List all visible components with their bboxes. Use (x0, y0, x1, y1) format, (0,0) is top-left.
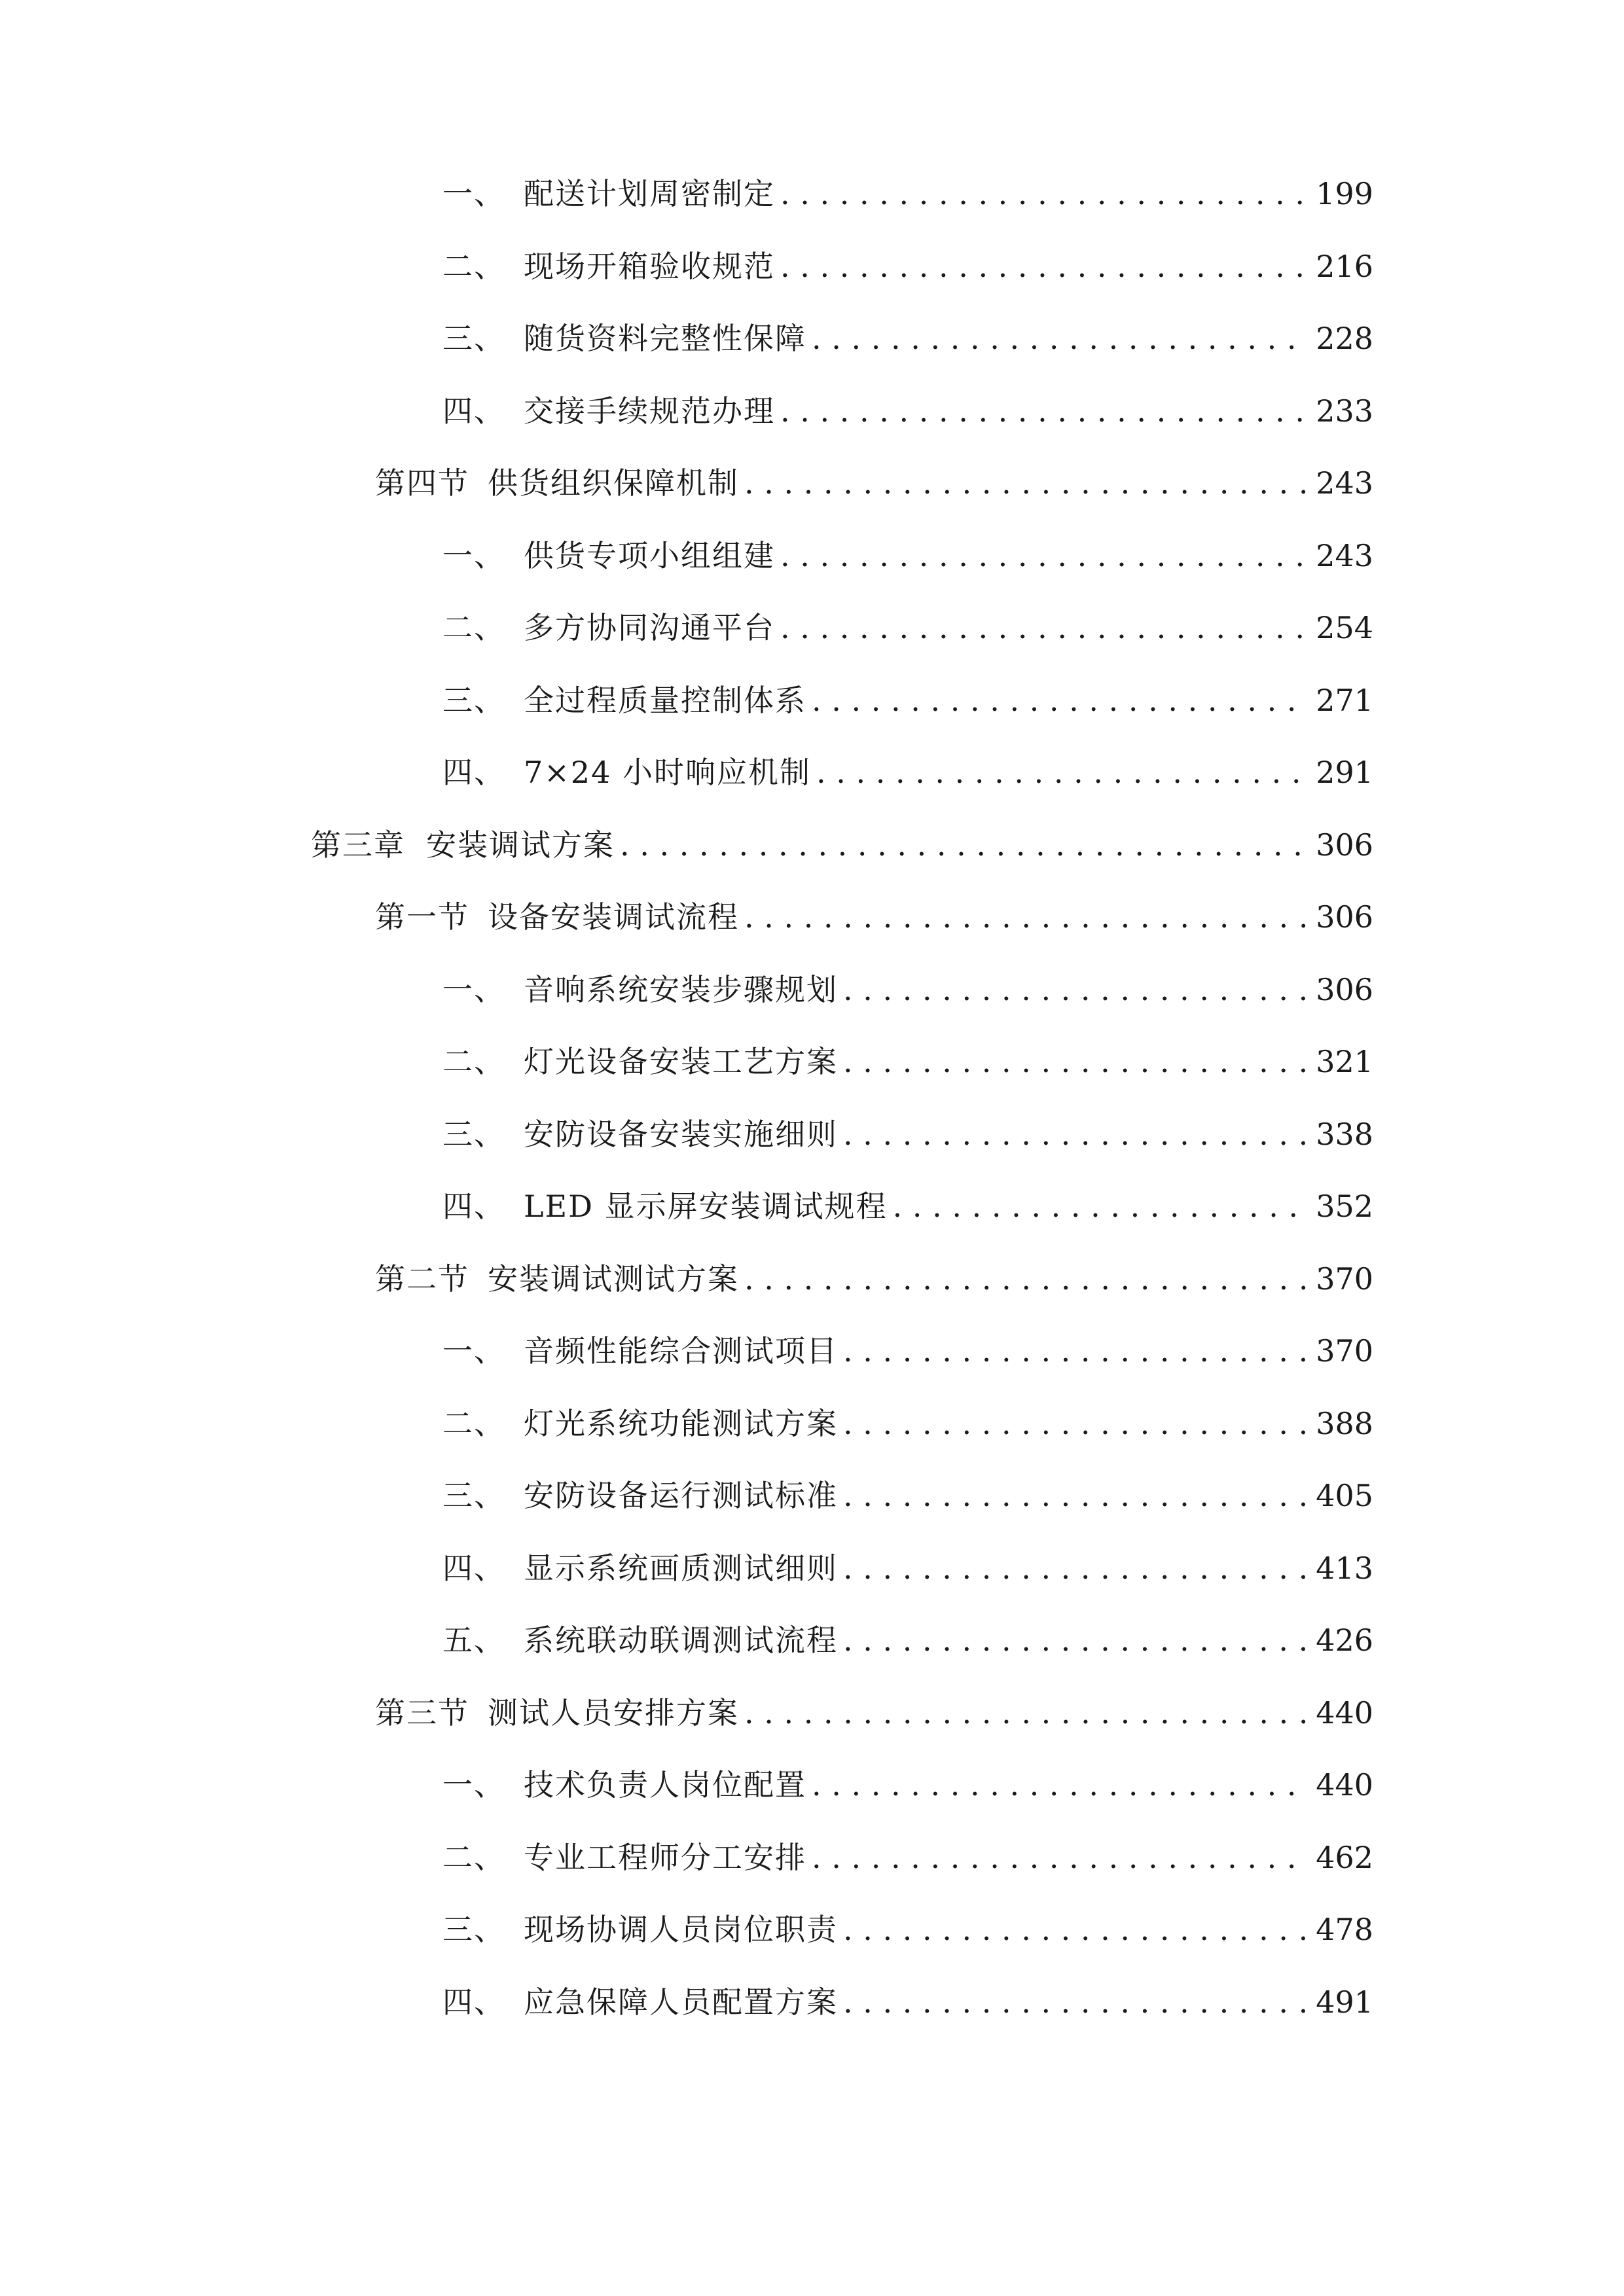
toc-page-number: 440 (1316, 1767, 1373, 1803)
toc-entry-title: 音响系统安装步骤规划 (524, 972, 838, 1007)
toc-dot-leader (744, 457, 1308, 509)
toc-entry[interactable] (442, 168, 1373, 220)
toc-entry-number: 一、 (442, 1767, 505, 1803)
toc-entry[interactable] (442, 1831, 1373, 1884)
toc-entry-title: 系统联动联调测试流程 (524, 1623, 838, 1658)
toc-entry-number: 三、 (442, 1912, 505, 1947)
toc-dot-leader (780, 385, 1308, 437)
toc-page-number: 321 (1316, 1044, 1373, 1079)
toc-entry-title: 安防设备安装实施细则 (524, 1117, 838, 1152)
toc-page-number: 352 (1316, 1189, 1373, 1224)
toc-page-number: 462 (1316, 1840, 1373, 1875)
toc-entry-number: 一、 (442, 538, 505, 573)
toc-entry-title: 安防设备运行测试标准 (524, 1478, 838, 1513)
toc-dot-leader (620, 819, 1308, 871)
toc-entry-number: 二、 (442, 610, 505, 645)
toc-page-number: 413 (1316, 1551, 1373, 1586)
toc-entry-title: 灯光系统功能测试方案 (524, 1406, 838, 1441)
toc-page-number: 440 (1316, 1695, 1373, 1731)
toc-entry-title: 多方协同沟通平台 (524, 610, 775, 645)
toc-entry-title: 供货专项小组组建 (524, 538, 775, 573)
toc-page-number: 338 (1316, 1117, 1373, 1152)
toc-dot-leader (843, 1035, 1308, 1088)
toc-dot-leader (780, 240, 1308, 293)
toc-entry-number: 二、 (442, 249, 505, 284)
toc-page-number: 306 (1316, 972, 1373, 1007)
toc-entry-number: 四、 (442, 1189, 505, 1224)
toc-entry-title: 安装调试方案 (426, 827, 615, 863)
toc-dot-leader (843, 1976, 1308, 2028)
toc-page-number: 388 (1316, 1406, 1373, 1441)
toc-page-number: 426 (1316, 1623, 1373, 1658)
toc-entry[interactable] (442, 1325, 1373, 1377)
toc-entry[interactable] (442, 1397, 1373, 1450)
toc-entry[interactable] (375, 891, 1373, 943)
toc-page-number: 491 (1316, 1984, 1373, 2020)
toc-page-number: 405 (1316, 1478, 1373, 1513)
toc-entry-title: 现场协调人员岗位职责 (524, 1912, 838, 1947)
toc-entry-number: 第三节 (375, 1695, 469, 1731)
toc-entry-number: 第一节 (375, 899, 469, 935)
toc-entry-number: 四、 (442, 755, 505, 790)
toc-entry-title: 应急保障人员配置方案 (524, 1984, 838, 2020)
toc-entry[interactable] (442, 1542, 1373, 1594)
toc-entry-number: 二、 (442, 1044, 505, 1079)
toc-entry-title: 技术负责人岗位配置 (524, 1767, 806, 1803)
toc-entry-number: 第三章 (311, 827, 405, 863)
toc-entry-number: 五、 (442, 1623, 505, 1658)
toc-entry-title: 显示系统画质测试细则 (524, 1551, 838, 1586)
toc-page-number: 370 (1316, 1261, 1373, 1297)
toc-entry-number: 三、 (442, 1478, 505, 1513)
toc-dot-leader (843, 1469, 1308, 1522)
toc-page-number: 216 (1316, 249, 1373, 284)
toc-entry[interactable] (442, 240, 1373, 293)
toc-entry[interactable] (442, 1976, 1373, 2028)
toc-page-number: 243 (1316, 465, 1373, 501)
toc-entry-title: 设备安装调试流程 (488, 899, 739, 935)
toc-entry[interactable] (442, 1108, 1373, 1160)
toc-dot-leader (843, 1397, 1308, 1450)
toc-entry-number: 二、 (442, 1840, 505, 1875)
toc-dot-leader (893, 1180, 1308, 1232)
toc-entry-title: 测试人员安排方案 (488, 1695, 739, 1731)
toc-entry-number: 三、 (442, 1117, 505, 1152)
toc-entry-number: 三、 (442, 683, 505, 718)
toc-entry[interactable] (442, 601, 1373, 654)
toc-entry[interactable] (442, 529, 1373, 582)
toc-entry[interactable] (375, 1687, 1373, 1739)
toc-entry-title: 供货组织保障机制 (488, 465, 739, 501)
toc-dot-leader (744, 1253, 1308, 1305)
toc-dot-leader (843, 1903, 1308, 1956)
toc-page-number: 254 (1316, 610, 1373, 645)
toc-entry-title: 配送计划周密制定 (524, 176, 775, 211)
toc-entry-number: 四、 (442, 393, 505, 429)
toc-entry[interactable] (442, 1614, 1373, 1666)
toc-entry[interactable] (375, 1253, 1373, 1305)
toc-entry-number: 四、 (442, 1984, 505, 2020)
toc-entry[interactable] (375, 457, 1373, 509)
toc-entry-title: 现场开箱验收规范 (524, 249, 775, 284)
toc-dot-leader (780, 168, 1308, 220)
toc-entry-number: 四、 (442, 1551, 505, 1586)
toc-dot-leader (843, 1614, 1308, 1666)
toc-dot-leader (843, 963, 1308, 1016)
toc-entry-number: 第四节 (375, 465, 469, 501)
toc-entry[interactable] (442, 1035, 1373, 1088)
toc-entry-title: LED 显示屏安装调试规程 (524, 1189, 888, 1224)
toc-entry-title: 交接手续规范办理 (524, 393, 775, 429)
toc-entry-number: 第二节 (375, 1261, 469, 1297)
toc-dot-leader (780, 601, 1308, 654)
toc-entry-title: 音频性能综合测试项目 (524, 1333, 838, 1369)
toc-entry[interactable] (442, 1469, 1373, 1522)
toc-page-number: 370 (1316, 1333, 1373, 1369)
toc-dot-leader (744, 891, 1308, 943)
toc-entry[interactable] (442, 1180, 1373, 1232)
toc-page-number: 271 (1316, 683, 1373, 718)
toc-dot-leader (812, 1759, 1308, 1811)
toc-entry-number: 二、 (442, 1406, 505, 1441)
toc-dot-leader (843, 1542, 1308, 1594)
toc-entry[interactable] (442, 674, 1373, 726)
toc-page-number: 478 (1316, 1912, 1373, 1947)
toc-page-number: 199 (1316, 176, 1373, 211)
toc-entry[interactable] (442, 1759, 1373, 1811)
toc-entry-number: 三、 (442, 321, 505, 356)
toc-page-number: 306 (1316, 827, 1373, 863)
toc-entry-number: 一、 (442, 972, 505, 1007)
toc-dot-leader (744, 1687, 1308, 1739)
toc-entry[interactable] (442, 312, 1373, 365)
toc-dot-leader (812, 674, 1308, 726)
toc-entry-title: 专业工程师分工安排 (524, 1840, 806, 1875)
toc-entry[interactable] (442, 1903, 1373, 1956)
toc-page-number: 243 (1316, 538, 1373, 573)
toc-entry[interactable] (442, 385, 1373, 437)
toc-entry-number: 一、 (442, 1333, 505, 1369)
toc-entry-title: 灯光设备安装工艺方案 (524, 1044, 838, 1079)
toc-dot-leader (843, 1325, 1308, 1377)
toc-dot-leader (812, 312, 1308, 365)
toc-entry-number: 一、 (442, 176, 505, 211)
toc-dot-leader (843, 1108, 1308, 1160)
toc-page-number: 233 (1316, 393, 1373, 429)
toc-dot-leader (780, 529, 1308, 582)
toc-dot-leader (816, 746, 1308, 798)
toc-page-number: 291 (1316, 755, 1373, 790)
toc-entry[interactable] (442, 746, 1373, 798)
toc-entry-title: 随货资料完整性保障 (524, 321, 806, 356)
toc-dot-leader (812, 1831, 1308, 1884)
toc-page-number: 228 (1316, 321, 1373, 356)
toc-entry-title: 全过程质量控制体系 (524, 683, 806, 718)
toc-page-number: 306 (1316, 899, 1373, 935)
toc-entry[interactable] (442, 963, 1373, 1016)
toc-entry[interactable] (311, 819, 1373, 871)
toc-entry-title: 7×24 小时响应机制 (524, 755, 811, 790)
toc-entry-title: 安装调试测试方案 (488, 1261, 739, 1297)
